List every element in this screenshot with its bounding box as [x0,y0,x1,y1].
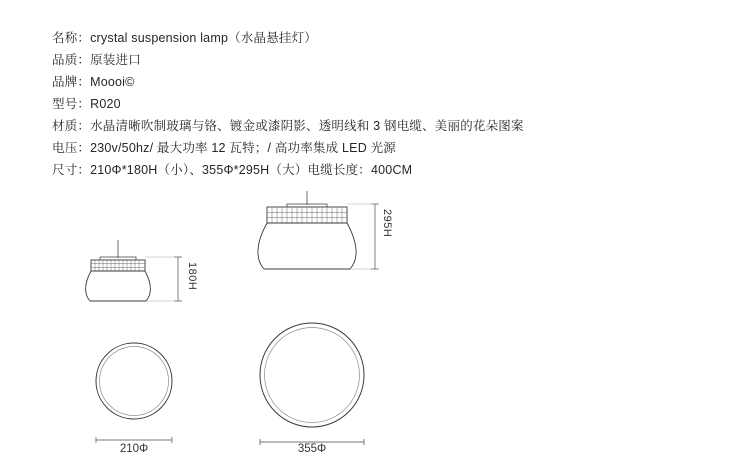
small-lamp-plan [88,335,188,449]
spec-line-brand: 品牌：Moooi© [52,75,135,89]
spec-line-size: 尺寸：210Φ*180H（小）、355Φ*295H（大）电缆长度：400CM [52,163,413,177]
small-lamp-plan-svg [88,335,188,435]
small-lamp-diameter-label: 210Φ [119,443,149,455]
spec-line-model: 型号：R020 [52,97,121,111]
small-lamp-drawing-svg [78,240,208,350]
small-lamp-elevation [78,240,208,350]
spec-line-quality: 品质：原装进口 [52,53,141,67]
spec-line-name: 名称：crystal suspension lamp（水晶悬挂灯） [52,31,317,45]
small-lamp-height-label: 180H [186,262,198,291]
spec-line-voltage: 电压：230v/50hz/ 最大功率 12 瓦特；/ 高功率集成 LED 光源 [52,141,396,155]
technical-drawings [0,185,750,471]
large-lamp-height-label: 295H [381,209,393,238]
large-lamp-diameter-label: 355Φ [297,443,327,455]
spec-line-material: 材质：水晶清晰吹制玻璃与铬、镀金或漆阴影、透明线和 3 钢电缆、美丽的花朵图案 [52,119,524,133]
large-lamp-plan [250,317,380,451]
spec-text-block [52,27,692,181]
large-lamp-plan-svg [250,317,380,437]
